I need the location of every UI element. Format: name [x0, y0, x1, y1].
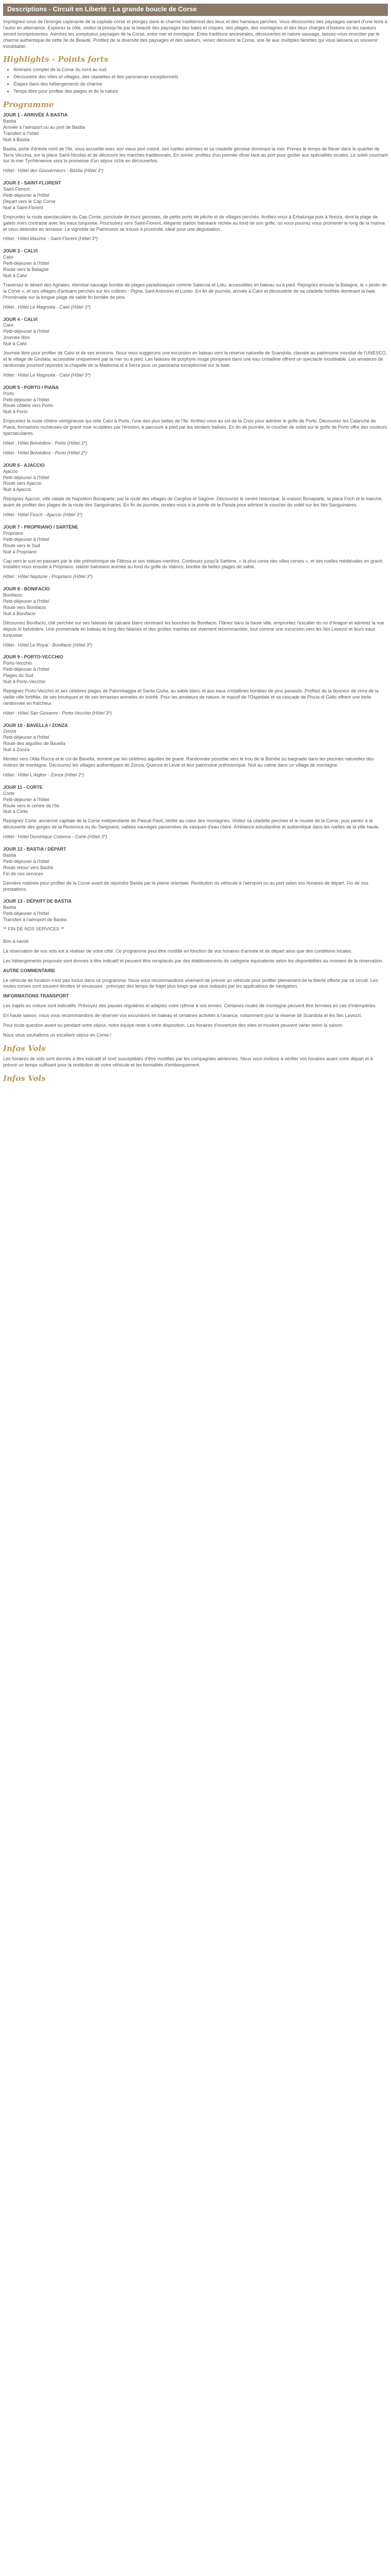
- day-detail-line: Petit-déjeuner à l'hôtel: [3, 536, 50, 542]
- day-detail-line: Bastia: [3, 118, 17, 124]
- day-detail-line: Zonza: [3, 728, 17, 734]
- day-detail-line: Journée libre: [3, 335, 30, 341]
- day-detail-line: Nuit à Bonifacio: [3, 611, 36, 616]
- day-detail-line: Nuit à Ajaccio: [3, 487, 31, 493]
- day-detail-line: Route vers le Sud: [3, 543, 40, 548]
- day-title: JOUR 13 - DÉPART DE BASTIA: [3, 899, 72, 904]
- day-hotel: Hôtel : Hôtel Maxime - Saint-Florent (Hôtel 3*): [3, 236, 98, 242]
- day-hotel: Hôtel : Hôtel Le Magnolia - Calvi (Hôtel 3*): [3, 372, 91, 378]
- day-block: [3, 654, 388, 716]
- day-title: JOUR 7 - PROPRIANO / SARTÈNE: [3, 524, 78, 530]
- day-description: Bastia, porte d'entrée nord de l'île, vous accueille avec son vieux port coloré, ses ruelles animées et sa citadelle génoise dominant la mer. Prenez le temps de flâner dans le quartier de Terra Vecchia, sur la place Saint-Nicolas et de découvrir les marchés traditionnels. En soirée, profitez d'un premier dîner face au port pour goûter aux spécialités locales. Le soleil couchant sur la mer Tyrrhénienne sera la promesse d'un séjour riche en découvertes.: [3, 146, 388, 164]
- day-block: [3, 723, 388, 778]
- info-flights-title-2: Infos Vols: [3, 1073, 46, 1083]
- day-detail-line: Route vers le centre de l'île: [3, 803, 59, 808]
- day-detail-line: Petit-déjeuner à l'hôtel: [3, 911, 50, 917]
- day-detail-line: Plages du Sud: [3, 673, 34, 679]
- day-detail-line: Nuit à Calvi: [3, 341, 27, 347]
- day-detail-line: Petit-déjeuner à l'hôtel: [3, 599, 50, 604]
- day-description: ** FIN DE NOS SERVICES **: [3, 926, 64, 932]
- highlight-item: • Itinéraire complet de la Corse du nord au sud: [13, 67, 388, 73]
- day-title: JOUR 5 - PORTO / PIANA: [3, 384, 59, 390]
- info-flights-text: Les horaires de vols sont donnés à titre indicatif et sont susceptibles d'être modifiés par les compagnies aériennes. Nous vous invitons à vérifier vos horaires avant votre départ et à prévoir un temps suffisant pour la restitution de votre véhicule et les formalités d'embarquement.: [3, 1056, 373, 1067]
- page-container: [0, 0, 391, 1083]
- day-block: [3, 785, 388, 840]
- day-detail-line: Nuit à Porto-Vecchio: [3, 679, 46, 685]
- day-title: JOUR 9 - PORTO-VECCHIO: [3, 654, 63, 660]
- day-hotel: Hôtel : Hôtel San Giovanni - Porto-Vecchio (Hôtel 3*): [3, 710, 112, 716]
- day-detail-line: Bastia: [3, 852, 17, 858]
- day-detail-line: Petit-déjeuner à l'hôtel: [3, 474, 50, 480]
- programme-days: [3, 112, 388, 933]
- day-title: JOUR 10 - BAVELLA / ZONZA: [3, 722, 68, 728]
- highlight-item: • Étapes dans des hébergements de charme: [13, 81, 388, 88]
- day-detail-line: Arrivée à l'aéroport ou au port de Bastia: [3, 124, 85, 130]
- conditions-paragraph: Pour toute question avant ou pendant votre séjour, notre équipe reste à votre disposition. Les horaires d'ouverture des sites et musées peuvent varier selon la saison.: [3, 1023, 344, 1028]
- day-detail-line: Propriano: [3, 530, 24, 536]
- conditions-paragraph: Bon à savoir: [3, 938, 29, 944]
- day-hotel: Hôtel : Hôtel Fesch - Ajaccio (Hôtel 3*): [3, 512, 83, 518]
- highlights-list: [3, 67, 388, 95]
- conditions-block: [3, 939, 388, 1039]
- day-detail-line: Saint-Florent: [3, 187, 30, 192]
- info-flights-title: Infos Vols: [3, 1043, 46, 1053]
- day-hotel: Hôtel : Hôtel des Gouverneurs - Bastia (Hôtel 3*): [3, 168, 104, 174]
- day-detail-line: Porto-Vecchio: [3, 660, 32, 666]
- day-title: JOUR 12 - BASTIA / DÉPART: [3, 846, 67, 852]
- day-detail-line: Transfert à l'aéroport de Bastia: [3, 917, 67, 923]
- day-detail-line: Départ vers le Cap Corse: [3, 198, 56, 204]
- day-detail-line: Petit-déjeuner à l'hôtel: [3, 329, 50, 334]
- day-block: [3, 180, 388, 242]
- day-detail-line: Petit-déjeuner à l'hôtel: [3, 735, 50, 740]
- day-description: Empruntez la route côtière vertigineuse qui relie Calvi à Porto, l'une des plus belles de l'île. Arrêtez-vous au col de la Croix pour admirer le golfe de Porto. Découvrez les Calanche de Piana, formations rocheuses de granit rose sculptées par l'érosion, à parcourir à pied par les sentiers balisés. En fin de journée, le coucher de soleil sur le golfe de Porto offre des couleurs spectaculaires.: [3, 418, 387, 436]
- day-detail-line: Nuit à Corte: [3, 809, 28, 815]
- conditions-paragraph: Le véhicule de location n'est pas inclus dans ce programme. Nous vous recommandons vivement de prévoir un véhicule pour profiter pleinement de la liberté offerte par ce circuit. Les routes corses sont souvent étroites et sinueuses : prévoyez des temps de trajet plus longs que ceux indiqués par les applications de navigation.: [3, 977, 378, 989]
- day-description: Rejoignez Corte, ancienne capitale de la Corse indépendante de Pascal Paoli, blottie au cœur des montagnes. Visitez sa citadelle perchée et le musée de la Corse, puis partez à la découverte des gorges de la Restonica ou du Tavignano, vallées sauvages parsemées de vasques d'eau claire. Ambiance estudiantine et authentique dans les ruelles de la ville haute.: [3, 818, 380, 830]
- day-block: [3, 317, 388, 379]
- day-hotel: Hôtel : Hôtel L'Aiglon - Zonza (Hôtel 2*): [3, 772, 85, 777]
- day-title: JOUR 2 - SAINT-FLORENT: [3, 180, 61, 186]
- day-detail-line: Bonifacio: [3, 592, 23, 598]
- day-detail-line: Porto: [3, 391, 14, 396]
- day-description: Découvrez Bonifacio, cité perchée sur ses falaises de calcaire blanc dominant les bouches de Bonifacio. Flânez dans la haute ville, empruntez l'escalier du roi d'Aragon et admirez la vue depuis le belvédère. Une promenade en bateau le long des falaises et des grottes marines est vivement recommandée, tout comme une excursion vers les îles Lavezzi et leurs eaux turquoise.: [3, 620, 384, 638]
- day-block: [3, 112, 388, 174]
- day-detail-line: Petit-déjeuner à l'hôtel: [3, 858, 50, 864]
- day-detail-line: Calvi: [3, 255, 14, 260]
- day-detail-line: Nuit à Calvi: [3, 273, 27, 278]
- day-detail-line: Nuit à Porto: [3, 409, 28, 415]
- day-description: Montez vers l'Alta Rocca et le col de Bavella, dominé par les célèbres aiguilles de granit. Randonnée possible vers le trou de la Bombe ou baignade dans les piscines naturelles des rivières de montagne. Découvrez les villages authentiques de Zonza, Quenza et Levie et leur patrimoine préhistorique. Nuit au calme dans un village de montagne.: [3, 756, 374, 768]
- day-detail-line: Route vers Bonifacio: [3, 604, 46, 610]
- day-detail-line: Ajaccio: [3, 468, 19, 474]
- day-block: [3, 385, 388, 456]
- day-detail-line: Petit-déjeuner à l'hôtel: [3, 667, 50, 672]
- day-block: [3, 586, 388, 648]
- day-description: Traversez le désert des Agriates, étendue sauvage bordée de plages paradisiaques comme Saleccia et Lotu, accessibles en bateau ou à pied. Rejoignez ensuite la Balagne, le « jardin de la Corse », et ses villages d'artisans perchés sur les collines : Pigna, Sant'Antonino et Lumio. En fin de journée, arrivée à Calvi et découverte de sa citadelle fortifiée dominant la baie. Promenade sur la longue plage de sable fin bordée de pins.: [3, 282, 387, 300]
- conditions-paragraph: Les hébergements proposés sont donnés à titre indicatif et peuvent être remplacés par des établissements de catégorie équivalente selon les disponibilités au moment de la réservation.: [3, 958, 383, 963]
- day-detail-line: Petit-déjeuner à l'hôtel: [3, 193, 50, 198]
- day-detail-line: Bastia: [3, 905, 17, 910]
- day-detail-line: Petit-déjeuner à l'hôtel: [3, 397, 50, 402]
- day-block: [3, 524, 388, 580]
- day-detail-line: Route retour vers Bastia: [3, 865, 54, 870]
- day-detail-line: Route côtière vers Porto: [3, 403, 54, 409]
- day-description: Dernière matinée pour profiter de la Corse avant de rejoindre Bastia par la plaine orientale. Restitution du véhicule à l'aéroport ou au port selon vos horaires de départ. Fin de nos prestations.: [3, 880, 369, 892]
- day-title: JOUR 6 - AJACCIO: [3, 462, 45, 468]
- conditions-paragraph: Les trajets en voiture sont indicatifs. Prévoyez des pauses régulières et adaptez votre rythme à vos envies. Certaines routes de montagne peuvent être fermées en cas d'intempéries.: [3, 1003, 377, 1009]
- day-detail-line: Nuit à Saint-Florent: [3, 205, 43, 210]
- day-detail-line: Nuit à Zonza: [3, 747, 30, 753]
- day-block: [3, 463, 388, 518]
- highlight-item: • Temps libre pour profiter des plages et de la nature: [13, 89, 388, 95]
- day-extra-note: Hôtel : Hôtel Belvédère - Porto (Hôtel 2*): [3, 440, 87, 446]
- day-hotel: Hôtel : Hôtel Neptune - Propriano (Hôtel 3*): [3, 574, 93, 580]
- day-detail-line: Fin de nos services: [3, 871, 43, 876]
- programme-title: Programme: [3, 100, 54, 110]
- day-description: Rejoignez Porto-Vecchio et ses célèbres plages de Palombaggia et Santa Giulia, au sable blanc et aux eaux cristallines bordées de pins parasols. Profitez de la douceur de vivre de la vieille ville fortifiée, de ses boutiques et de ses terrasses animées en soirée. Pour les amateurs de nature, le massif de l'Ospédale et sa cascade de Piscia di Gallo offrent une belle randonnée en fraîcheur.: [3, 688, 379, 706]
- conditions-paragraph: AUTRE COMMENTAIRE: [3, 968, 55, 973]
- day-title: JOUR 8 - BONIFACIO: [3, 586, 50, 592]
- day-detail-line: Corte: [3, 790, 15, 796]
- day-block: [3, 846, 388, 892]
- day-title: JOUR 11 - CORTE: [3, 784, 43, 790]
- day-detail-line: Nuit à Bastia: [3, 137, 30, 142]
- conditions-paragraph: Nous vous souhaitons un excellent séjour en Corse !: [3, 1032, 112, 1038]
- day-hotel: Hôtel : Hôtel Dominique Colonna - Corte (Hôtel 3*): [3, 834, 107, 840]
- highlight-item: • Découverte des villes et villages, des citadelles et des panoramas exceptionnels: [13, 74, 388, 80]
- day-description: Empruntez la route spectaculaire du Cap Corse, ponctuée de tours génoises, de petits ports de pêche et de villages perchés. Arrêtez-vous à Erbalunga puis à Nonza, dont la plage de galets noirs contraste avec les eaux turquoise. Poursuivez vers Saint-Florent, élégante station balnéaire nichée au fond de son golfe, où vous pourrez vous promener le long de la marina et vous détendre en terrasse. Le vignoble de Patrimonio se trouve à proximité, idéal pour une dégustation.: [3, 214, 385, 232]
- day-detail-line: Transfert à l'hôtel: [3, 130, 39, 136]
- day-title: JOUR 4 - CALVI: [3, 316, 38, 322]
- day-description: Cap vers le sud en passant par le site préhistorique de Filitosa et ses statues-menhirs. Continuez jusqu'à Sartène, « la plus corse des villes corses », et ses ruelles médiévales en granit. Installez-vous ensuite à Propriano, station balnéaire animée au fond du golfe du Valinco, bordée de belles plages de sable.: [3, 558, 384, 570]
- day-title: JOUR 1 - ARRIVÉE À BASTIA: [3, 112, 68, 118]
- day-detail-line: Petit-déjeuner à l'hôtel: [3, 796, 50, 802]
- conditions-paragraph: La réservation de vos vols est à réaliser de votre côté. Ce programme peut être modifié en fonction de vos horaires d'arrivée et de départ ainsi que des conditions locales.: [3, 948, 353, 954]
- highlights-title: Highlights - Points forts: [3, 55, 108, 64]
- day-detail-line: Petit-déjeuner à l'hôtel: [3, 261, 50, 266]
- day-detail-line: Route des aiguilles de Bavella: [3, 741, 66, 747]
- day-hotel: Hôtel : Hôtel Le Royal - Bonifacio (Hôtel 3*): [3, 642, 93, 648]
- conditions-paragraph: En haute saison, nous vous recommandons de réserver vos excursions en bateau et certaines activités à l'avance, notamment pour la réserve de Scandola et les îles Lavezzi.: [3, 1013, 362, 1019]
- day-description: Rejoignez Ajaccio, ville natale de Napoléon Bonaparte, par la route des villages de Cargèse et Sagone. Découvrez le centre historique, la maison Bonaparte, la place Foch et le marché, avant de profiter des plages de la route des Sanguinaires. En fin de journée, rendez-vous à la pointe de la Parata pour admirer le coucher du soleil sur les îles Sanguinaires.: [3, 496, 383, 508]
- intro-text: Imprégnez-vous de l'énergie captivante de la capitale corse et plongez dans le charme traditionnel des lieux et des hameaux perchés. Vous découvrirez des paysages variant d'une terre à l'autre en alternance. Explorez la côte, visitez la presqu'île par la beauté des paysages des baies et criques, des plages, des montagnes et des lieux chargés d'histoire où les saveurs seront omniprésentes. Admirez les somptueux paysages de la Corse, entre mer et montagne. Entre traditions ancestrales, découvertes et nature sauvage, laissez-vous envoûter par le charme authentique de cette île de Beauté. Profitez de la diversité des paysages et des saveurs, venez découvrir la Corse, une île aux multiples facettes qui vous laissera un souvenir inoubliable.: [3, 19, 387, 49]
- day-detail-line: Calvi: [3, 323, 14, 328]
- day-detail-line: Route vers la Balagne: [3, 267, 49, 273]
- day-block: [3, 899, 388, 933]
- day-title: JOUR 3 - CALVI: [3, 248, 38, 254]
- day-description: Journée libre pour profiter de Calvi et de ses environs. Nous vous suggérons une excursion en bateau vers la réserve naturelle de Scandola, classée au patrimoine mondial de l'UNESCO, et le village de Girolata, accessible uniquement par la mer ou à pied. Les falaises de porphyre rouge plongeant dans une eau cristalline offrent un spectacle inoubliable. Les amateurs de randonnée pourront rejoindre la chapelle de la Madonna di a Serra pour un panorama exceptionnel sur la baie.: [3, 350, 387, 368]
- day-hotel: Hôtel : Hôtel Le Magnolia - Calvi (Hôtel 3*): [3, 304, 91, 310]
- page-banner: Descriptions - Circuit en Liberté : La grande boucle de Corse: [3, 4, 388, 16]
- day-block: [3, 248, 388, 310]
- day-detail-line: Nuit à Propriano: [3, 549, 37, 554]
- day-hotel: Hôtel : Hôtel Belvédère - Porto (Hôtel 2*): [3, 450, 87, 455]
- day-detail-line: Route vers Ajaccio: [3, 481, 42, 486]
- conditions-paragraph: INFORMATIONS TRANSPORT: [3, 993, 69, 999]
